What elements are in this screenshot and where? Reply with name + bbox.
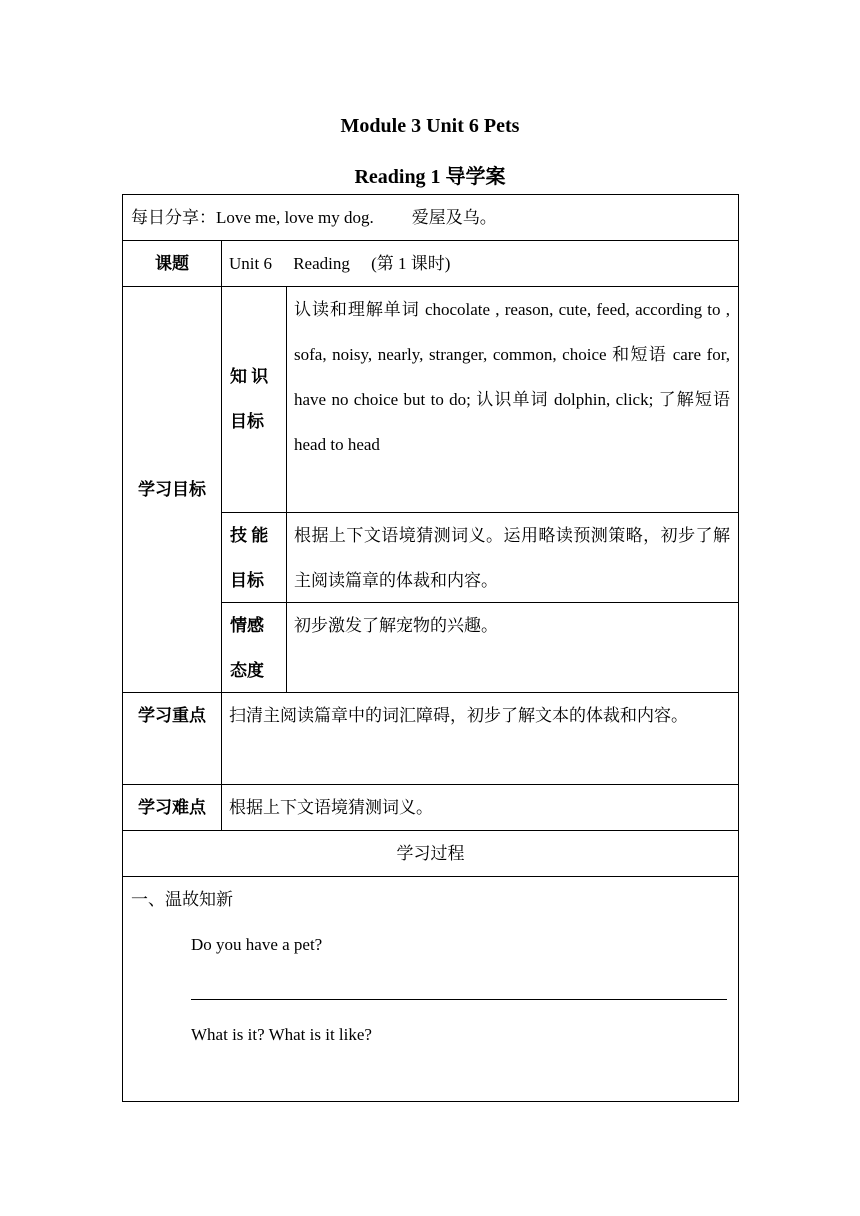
attitude-text: 初步激发了解宠物的兴趣。 [294,616,498,635]
question-1: Do you have a pet? [191,935,323,954]
daily-share-quote-en: Love me, love my dog. [216,208,374,227]
section1-heading: 一、温故知新 [131,890,233,909]
document-subtitle: Reading 1 导学案 [354,166,506,188]
topic-label: 课题 [155,254,189,273]
skill-text: 根据上下文语境猜测词义。运用略读预测策略，初步了解主阅读篇章的体裁和内容。 [294,526,730,590]
attitude-label: 情感 态度 [230,616,264,680]
key-points-text: 扫清主阅读篇章中的词汇障碍，初步了解文本的体裁和内容。 [229,706,688,725]
objectives-label: 学习目标 [138,480,206,499]
key-points-label: 学习重点 [138,706,206,725]
daily-share-row [131,195,731,240]
answer-line-1[interactable] [191,999,727,1000]
knowledge-label: 知 识 目标 [230,367,269,431]
document-title: Module 3 Unit 6 Pets [340,115,520,137]
daily-share-label: 每日分享： [131,208,216,227]
skill-label: 技 能 目标 [230,526,269,590]
topic-value: Unit 6 Reading (第 1 课时) [229,254,451,273]
daily-share-quote-cn: 爱屋及乌。 [411,208,497,227]
difficulties-text: 根据上下文语境猜测词义。 [229,798,433,817]
process-header: 学习过程 [396,844,465,863]
question-2: What is it? What is it like? [191,1025,372,1044]
difficulties-label: 学习难点 [138,798,206,817]
knowledge-text: 认读和理解单词 chocolate , reason, cute, feed, according to , sofa, noisy, nearly, stranger, common, choice 和短语 care for, have no choice but to do; 认识单词 dolphin, click; 了解短语 head to head [294,300,730,454]
